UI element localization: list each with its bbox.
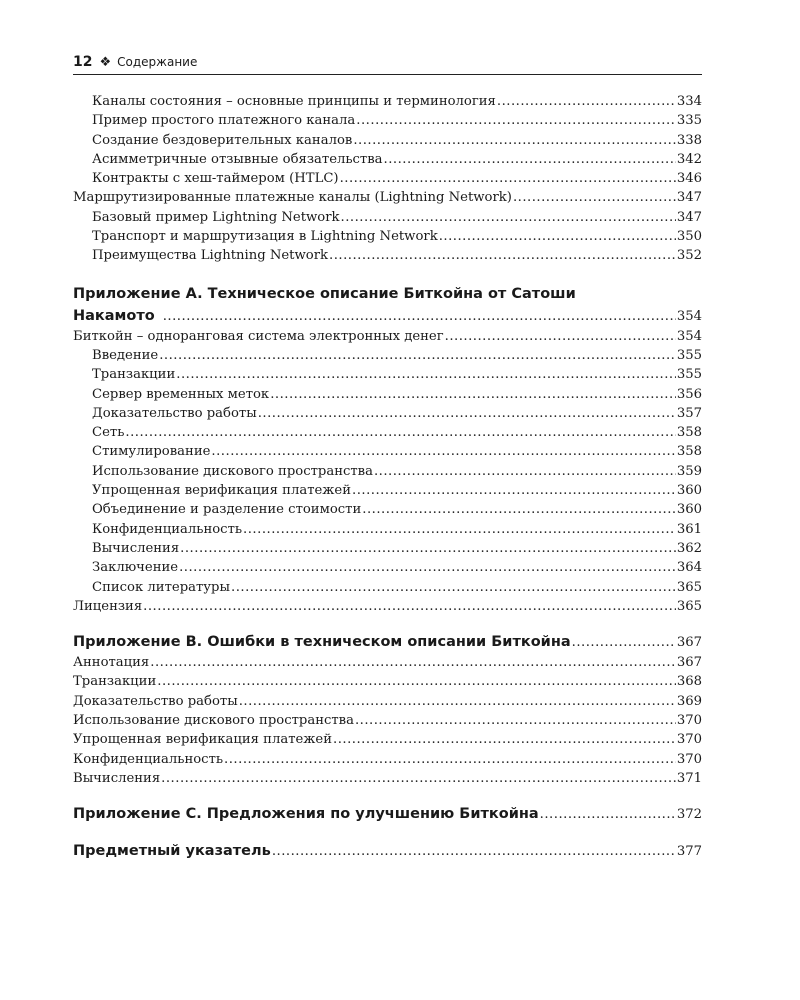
toc-entry-page: 370: [676, 732, 702, 748]
toc-entry-title: Пример простого платежного канала: [92, 113, 356, 129]
toc-entry-page: 367: [676, 655, 702, 671]
running-header-title: Содержание: [117, 55, 198, 69]
dot-leader: [224, 750, 676, 769]
toc-entry-title: Каналы состояния – основные принципы и терминология: [92, 94, 496, 109]
dot-leader: [231, 578, 676, 597]
toc-entry-title: Вычисления: [92, 540, 180, 556]
toc-entry-title: Транзакции: [73, 674, 157, 690]
dot-leader: [353, 131, 676, 150]
toc-entry-title: Сервер временных меток: [92, 386, 270, 402]
toc-entry-page: 335: [676, 113, 702, 129]
dot-leader: [159, 346, 676, 365]
dot-leader: [125, 423, 675, 442]
toc-entry-page: 355: [676, 347, 702, 363]
toc-entry[interactable]: [73, 672, 702, 691]
toc-heading-title: Предметный указатель: [73, 843, 271, 860]
dot-leader: [329, 246, 676, 265]
appendix-a-heading[interactable]: Приложение A. Техническое описание Биткойна от Сатоши: [73, 285, 576, 302]
toc-entry-page: 342: [676, 151, 702, 167]
toc-entry[interactable]: [73, 442, 702, 461]
toc-heading-title: Приложение B. Ошибки в техническом описании Биткойна: [73, 634, 571, 651]
toc-entry[interactable]: [73, 365, 702, 384]
dot-leader: [445, 327, 676, 346]
toc-entry-page: 360: [676, 502, 702, 518]
toc-entry-page: 362: [676, 540, 702, 556]
toc-entry[interactable]: [73, 131, 702, 150]
toc-entry-page: 372: [676, 807, 702, 823]
toc-entry-title: Транзакции: [92, 367, 176, 383]
dot-leader: [180, 539, 676, 558]
toc-entry-title: Использование дискового пространства: [92, 463, 373, 479]
toc-entry-page: 338: [676, 132, 702, 148]
dot-leader: [540, 804, 676, 826]
toc-entry[interactable]: [73, 188, 702, 207]
toc-entry[interactable]: [73, 520, 702, 539]
toc-entry[interactable]: [73, 711, 702, 730]
dot-leader: [355, 711, 676, 730]
toc-entry-page: 346: [676, 171, 702, 187]
toc-entry-page: 354: [676, 328, 702, 344]
dot-leader: [384, 150, 676, 169]
dot-leader: [341, 208, 676, 227]
toc-entry-title: Использование дискового пространства: [73, 713, 354, 729]
toc-entry-title: Базовый пример Lightning Network: [92, 209, 340, 225]
ornament-icon: ❖: [99, 55, 112, 70]
toc-entry-page: 365: [676, 579, 702, 595]
section-gap: [73, 825, 702, 840]
toc-entry-page: 369: [676, 693, 702, 709]
toc-entry-title: Стимулирование: [92, 444, 211, 460]
toc-entry-page: 360: [676, 483, 702, 499]
toc-entry-title: Маршрутизированные платежные каналы (Lightning Network): [73, 190, 512, 206]
toc-entry[interactable]: [73, 597, 702, 616]
toc-heading-title: Приложение C. Предложения по улучшению Биткойна: [73, 806, 539, 823]
dot-leader: [497, 92, 676, 111]
dot-leader: [161, 769, 676, 788]
dot-leader: [163, 306, 676, 328]
dot-leader: [439, 227, 676, 246]
dot-leader: [179, 558, 676, 577]
toc-entry-page: 367: [676, 635, 702, 651]
toc-entry[interactable]: [73, 750, 702, 769]
toc-entry[interactable]: [73, 578, 702, 597]
dot-leader: [374, 462, 676, 481]
toc-entry-title: Вычисления: [73, 770, 161, 786]
toc-entry[interactable]: [73, 92, 702, 111]
toc-entry[interactable]: [73, 150, 702, 169]
toc-entry-page: 359: [676, 463, 702, 479]
toc-entry-page: 334: [676, 94, 702, 109]
toc-entry[interactable]: [73, 730, 702, 749]
toc-entry-page: 355: [676, 367, 702, 383]
toc-entry[interactable]: [73, 346, 702, 365]
toc-entry[interactable]: [73, 208, 702, 227]
toc-entry[interactable]: [73, 404, 702, 423]
toc-entry-title: Транспорт и маршрутизация в Lightning Network: [92, 229, 438, 245]
toc-entry-page: 370: [676, 751, 702, 767]
page-number: 12: [73, 54, 93, 70]
toc-entry-title: Сеть: [92, 425, 125, 441]
toc-entry-title: Преимущества Lightning Network: [92, 248, 328, 264]
toc-entry-title: Список литературы: [92, 579, 230, 595]
dot-leader: [211, 442, 675, 461]
toc-entry-page: 365: [676, 598, 702, 614]
toc-entry[interactable]: [73, 385, 702, 404]
dot-leader: [239, 692, 676, 711]
dot-leader: [352, 481, 676, 500]
toc-entry-page: 361: [676, 521, 702, 537]
toc-entry-title: Доказательство работы: [92, 405, 257, 421]
toc-entry-page: 350: [676, 229, 702, 245]
toc-heading-entry[interactable]: [73, 305, 702, 327]
toc-entry-title: Заключение: [92, 560, 179, 576]
section-gap: [73, 616, 702, 631]
toc-entry-title: Объединение и разделение стоимости: [92, 502, 362, 518]
toc-heading-title: Накамото: [73, 307, 155, 324]
toc-entry[interactable]: [73, 111, 702, 130]
toc-entry-page: 358: [676, 444, 702, 460]
dot-leader: [272, 841, 676, 863]
dot-leader: [157, 672, 676, 691]
dot-leader: [572, 632, 676, 654]
toc-entry-page: 357: [676, 405, 702, 421]
toc-entry-page: 347: [676, 209, 702, 225]
toc-entry-title: Биткойн – одноранговая система электронных денег: [73, 328, 444, 344]
toc-entry-page: 364: [676, 560, 702, 576]
dot-leader: [270, 385, 676, 404]
toc-entry-title: Упрощенная верификация платежей: [73, 732, 333, 748]
toc-entry-page: 354: [676, 308, 702, 324]
dot-leader: [513, 188, 676, 207]
toc-entry[interactable]: [73, 423, 702, 442]
toc-entry-title: Контракты с хеш-таймером (HTLC): [92, 171, 339, 187]
toc-entry-title: Конфиденциальность: [73, 751, 224, 767]
toc-entry-page: 368: [676, 674, 702, 690]
toc-entry-title: Лицензия: [73, 598, 143, 614]
dot-leader: [243, 520, 676, 539]
toc-entry-title: Создание бездоверительных каналов: [92, 132, 353, 148]
toc-entry[interactable]: [73, 692, 702, 711]
dot-leader: [176, 365, 676, 384]
dot-leader: [258, 404, 676, 423]
toc-entry-title: Аннотация: [73, 655, 150, 671]
section-gap: [73, 788, 702, 803]
toc-entry-page: 352: [676, 248, 702, 264]
toc-entry-page: 358: [676, 425, 702, 441]
toc-entry[interactable]: [73, 769, 702, 788]
toc-heading-entry[interactable]: [73, 840, 702, 862]
toc-entry-title: Упрощенная верификация платежей: [92, 483, 352, 499]
toc-heading-entry[interactable]: [73, 803, 702, 825]
toc-entry[interactable]: [73, 462, 702, 481]
toc-entry-page: 377: [676, 844, 702, 860]
toc-entry-page: 371: [676, 770, 702, 786]
dot-leader: [362, 500, 676, 519]
toc-entry[interactable]: [73, 539, 702, 558]
toc-entry-title: Доказательство работы: [73, 693, 238, 709]
dot-leader: [150, 653, 676, 672]
toc-entry-title: Введение: [92, 347, 159, 363]
toc-entry[interactable]: [73, 327, 702, 346]
dot-leader: [143, 597, 676, 616]
toc-entry[interactable]: [73, 169, 702, 188]
dot-leader: [333, 730, 676, 749]
page-header: [73, 54, 702, 75]
toc-entry-title: Конфиденциальность: [92, 521, 243, 537]
toc-entry[interactable]: [73, 227, 702, 246]
toc-entry[interactable]: [73, 653, 702, 672]
table-of-contents: [73, 92, 702, 862]
toc-entry[interactable]: [73, 500, 702, 519]
toc-entry[interactable]: [73, 481, 702, 500]
dot-leader: [356, 111, 676, 130]
toc-entry-title: Асимметричные отзывные обязательства: [92, 151, 383, 167]
section-gap: [73, 266, 702, 283]
dot-leader: [340, 169, 676, 188]
toc-heading-entry[interactable]: [73, 631, 702, 653]
toc-entry-page: 347: [676, 190, 702, 206]
toc-entry-page: 356: [676, 386, 702, 402]
toc-entry[interactable]: [73, 558, 702, 577]
toc-entry-page: 370: [676, 713, 702, 729]
toc-entry[interactable]: [73, 246, 702, 265]
